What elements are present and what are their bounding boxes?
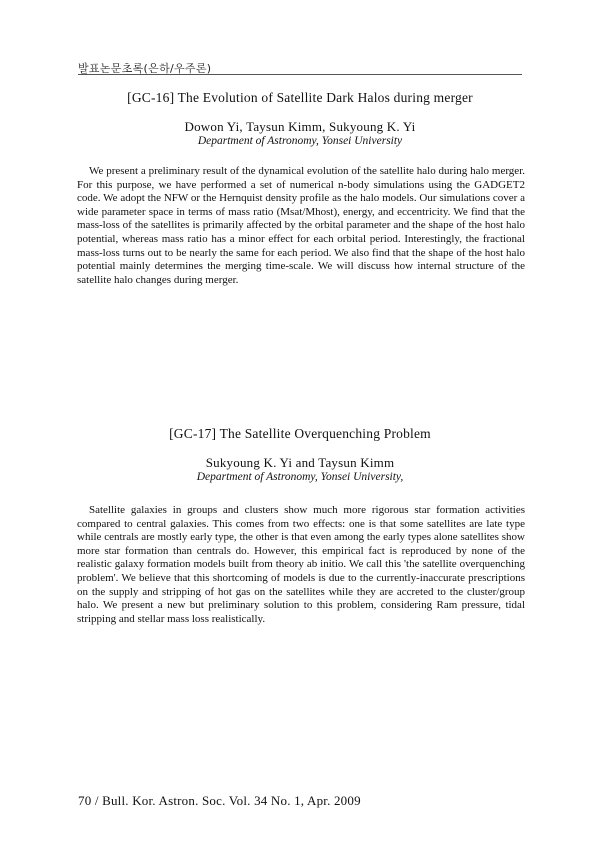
paper-affiliation: Department of Astronomy, Yonsei University, [196,471,404,483]
section-header-label: 발표논문초록(은하/우주론) [78,62,212,75]
paper-title: [GC-16] The Evolution of Satellite Dark Halos during merger [127,90,473,105]
paper-abstract: Satellite galaxies in groups and clusters show much more rigorous star formation activities compared to central galaxies. This comes from two effects: one is that some satellites are late type while centrals are mostly early type, the other is that even among the early types alone satellites show more star formation than centrals do. However, this empirical fact is reproduced by none of the realistic galaxy formation models built from theory ab initio. We call this 'the satellite overquenching problem'. We believe that this shortcoming of models is due to the currently-inaccurate prescriptions on the supply and stripping of hot gas on the satellites while they are accreted to the cluster/group halo. We present a new but preliminary solution to this problem, considering Ram pressure, tidal stripping and stellar mass loss realistically. [77,504,525,625]
paper-abstract: We present a preliminary result of the dynamical evolution of the satellite halo during halo merger. For this purpose, we have performed a set of numerical n-body simulations using the GADGET2 code. We adopt the NFW or the Hernquist density profile as the halo models. Our simulations cover a wide parameter space in terms of mass ratio (Msat/Mhost), energy, and eccentricity. We find that the mass-loss of the satellites is primarily affected by the orbital parameter and the shape of the host halo potential, whereas mass ratio has a minor effect for each orbital period. Interestingly, the fractional mass-loss turns out to be nearly the same for each period. We also find that the shape of the host halo potential mainly determines the merging time-scale. We will discuss how internal structure of the satellite halo changes during merger. [77,165,525,286]
header-divider [78,74,522,75]
paper-title: [GC-17] The Satellite Overquenching Problem [169,426,431,441]
page-footer-citation: 70 / Bull. Kor. Astron. Soc. Vol. 34 No. 1, Apr. 2009 [78,793,361,808]
paper-affiliation: Department of Astronomy, Yonsei University [197,135,403,147]
paper-authors: Dowon Yi, Taysun Kimm, Sukyoung K. Yi [184,119,416,134]
paper-authors: Sukyoung K. Yi and Taysun Kimm [205,455,395,470]
